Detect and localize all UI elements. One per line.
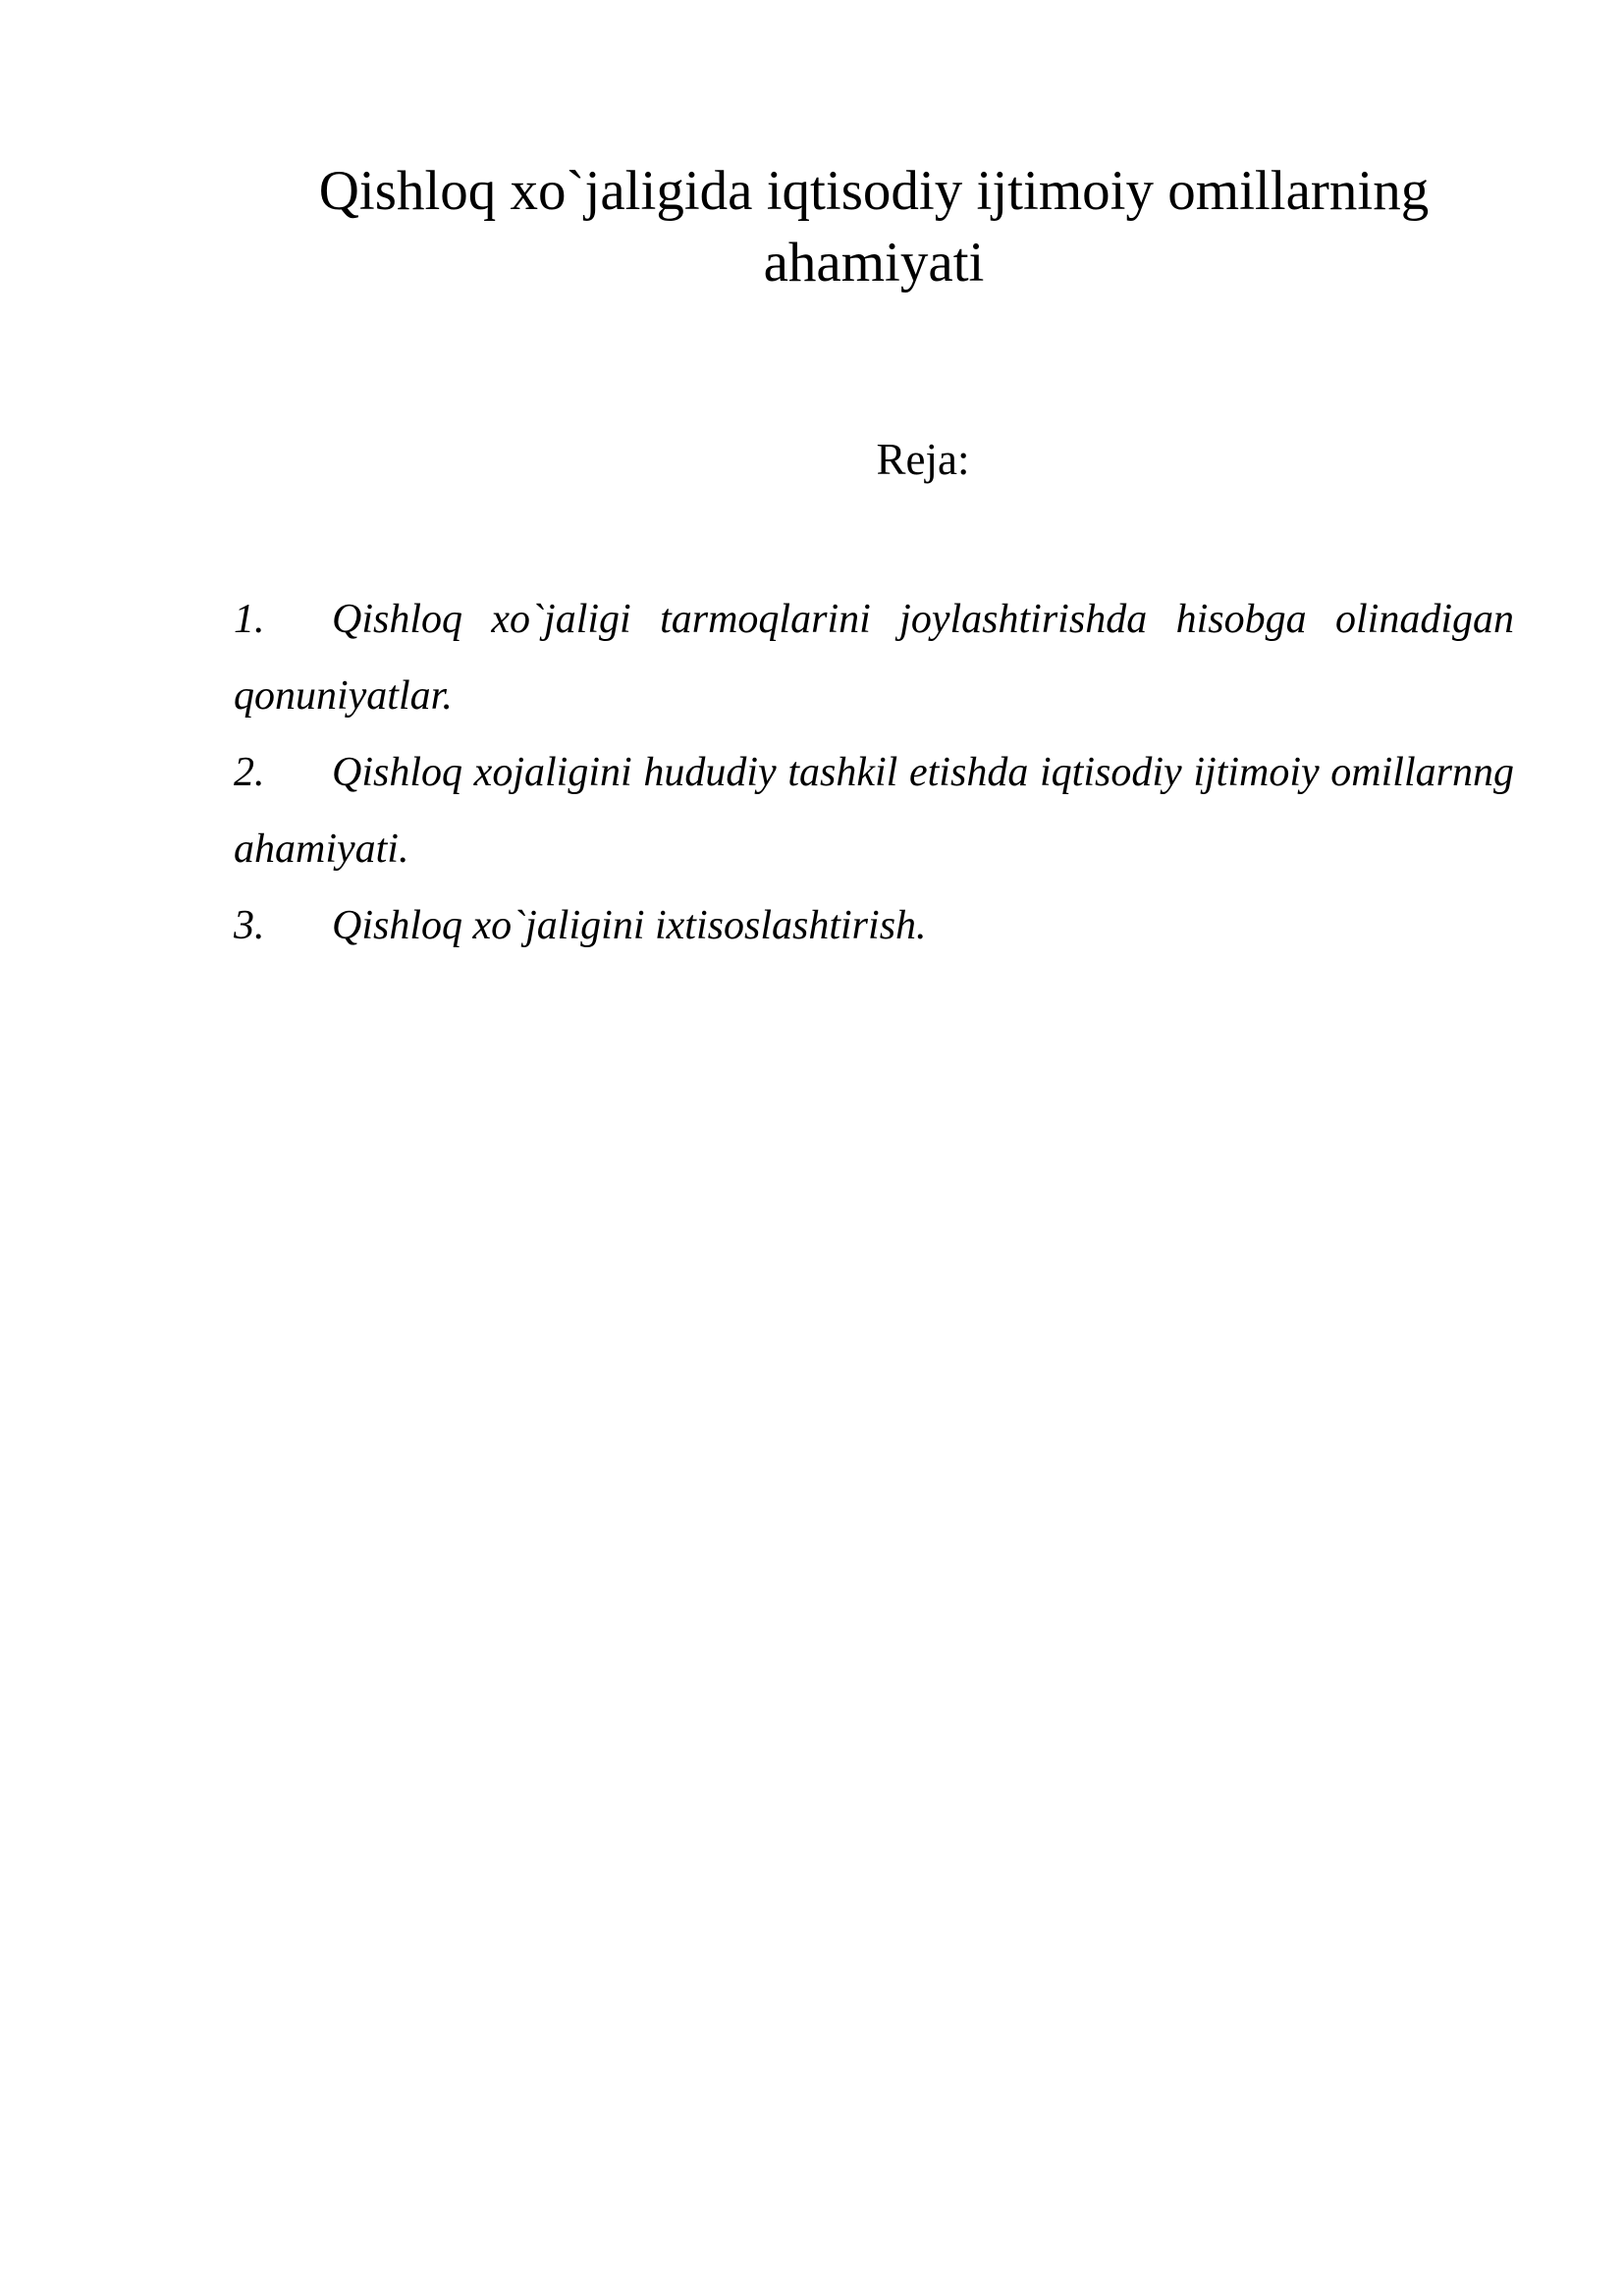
plan-item-text: Qishloq xo`jaligini ixtisoslashtirish. [332, 903, 927, 948]
plan-item-number: 2. [234, 750, 265, 795]
plan-item-number: 1. [234, 597, 265, 642]
plan-item-text: Qishloq xo`jaligi tarmoqlarini joylashtirishda hisobga olinadigan qonuniyatlar. [234, 597, 1514, 719]
plan-item-2 [234, 734, 1514, 887]
plan-item-3 [234, 887, 1514, 964]
plan-item-number: 3. [234, 903, 265, 948]
plan-item-1 [234, 581, 1514, 734]
plan-item-text: Qishloq xojaligini hududiy tashkil etishda iqtisodiy ijtimoiy omillarnng ahamiyati. [234, 750, 1514, 872]
plan-list [234, 581, 1514, 964]
plan-heading: Reja: [876, 435, 970, 484]
document-title: Qishloq xo`jaligida iqtisodiy ijtimoiy omillarning ahamiyati [318, 160, 1430, 294]
